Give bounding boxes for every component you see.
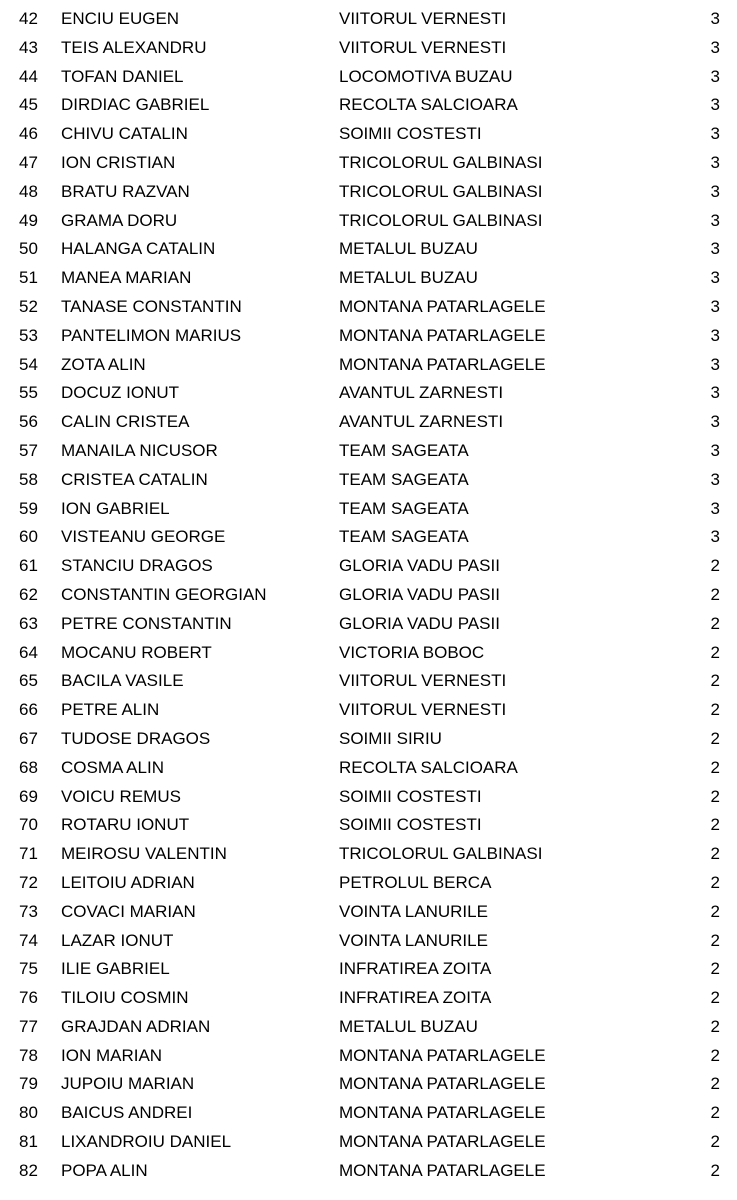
team-name: SOIMII COSTESTI [339,786,482,806]
team-name: SOIMII COSTESTI [339,815,482,835]
player-name: COSMA ALIN [61,757,164,777]
player-name: HALANGA CATALIN [61,239,216,259]
rank-number: 72 [19,872,38,892]
rank-number: 58 [19,469,38,489]
player-name: TILOIU COSMIN [61,988,189,1008]
rank-number: 65 [19,671,38,691]
points-value: 2 [710,815,720,835]
rank-number: 59 [19,498,38,518]
table-row [0,1099,737,1128]
player-name: TANASE CONSTANTIN [61,296,242,316]
table-row [0,667,737,696]
team-name: MONTANA PATARLAGELE [339,1132,546,1152]
rank-number: 80 [19,1103,38,1123]
rank-number: 54 [19,354,38,374]
team-name: METALUL BUZAU [339,1016,478,1036]
team-name: GLORIA VADU PASII [339,584,500,604]
points-value: 2 [710,613,720,633]
points-value: 3 [710,239,720,259]
points-value: 2 [710,872,720,892]
points-value: 2 [710,844,720,864]
table-row [0,783,737,812]
table-row [0,408,737,437]
table-row [0,178,737,207]
team-name: SOIMII SIRIU [339,728,442,748]
team-name: MONTANA PATARLAGELE [339,1074,546,1094]
player-name: STANCIU DRAGOS [61,556,213,576]
table-row [0,63,737,92]
rank-number: 64 [19,642,38,662]
table-row [0,523,737,552]
team-name: GLORIA VADU PASII [339,556,500,576]
player-name: BRATU RAZVAN [61,181,190,201]
points-value: 3 [710,440,720,460]
points-value: 2 [710,988,720,1008]
player-name: GRAMA DORU [61,210,178,230]
player-name: BAICUS ANDREI [61,1103,193,1123]
rank-number: 74 [19,930,38,950]
rank-number: 51 [19,268,38,288]
points-value: 3 [710,412,720,432]
points-value: 3 [710,9,720,28]
team-name: TRICOLORUL GALBINASI [339,210,543,230]
table-row [0,639,737,668]
points-value: 2 [710,1016,720,1036]
table-row [0,91,737,120]
team-name: INFRATIREA ZOITA [339,988,492,1008]
team-name: MONTANA PATARLAGELE [339,354,546,374]
table-row [0,322,737,351]
team-name: TRICOLORUL GALBINASI [339,181,543,201]
player-name: ION GABRIEL [61,498,170,518]
team-name: MONTANA PATARLAGELE [339,1045,546,1065]
rank-number: 46 [19,124,38,144]
player-name: LAZAR IONUT [61,930,174,950]
player-name: BACILA VASILE [61,671,184,691]
rank-number: 50 [19,239,38,259]
table-row [0,725,737,754]
table-row [0,1070,737,1099]
team-name: RECOLTA SALCIOARA [339,757,518,777]
player-name: ENCIU EUGEN [61,9,180,28]
team-name: METALUL BUZAU [339,239,478,259]
points-value: 2 [710,1103,720,1123]
rank-number: 48 [19,181,38,201]
team-name: TRICOLORUL GALBINASI [339,152,543,172]
player-name: ION CRISTIAN [61,152,176,172]
player-name: PETRE CONSTANTIN [61,613,232,633]
team-name: SOIMII COSTESTI [339,124,482,144]
table-row [0,1157,737,1186]
points-value: 2 [710,671,720,691]
player-name: PANTELIMON MARIUS [61,325,242,345]
rank-number: 77 [19,1016,38,1036]
points-value: 3 [710,66,720,86]
rank-number: 60 [19,527,38,547]
points-value: 3 [710,325,720,345]
points-value: 2 [710,930,720,950]
team-name: VOINTA LANURILE [339,930,488,950]
table-row [0,811,737,840]
rank-number: 70 [19,815,38,835]
points-value: 3 [710,124,720,144]
table-row [0,264,737,293]
team-name: MONTANA PATARLAGELE [339,296,546,316]
rank-number: 49 [19,210,38,230]
points-value: 3 [710,37,720,57]
player-name: MOCANU ROBERT [61,642,212,662]
rank-number: 71 [19,844,38,864]
points-value: 2 [710,786,720,806]
rank-number: 57 [19,440,38,460]
table-row [0,1128,737,1157]
rank-number: 44 [19,66,38,86]
player-name: MANAILA NICUSOR [61,440,218,460]
points-value: 3 [710,268,720,288]
player-name: TOFAN DANIEL [61,66,184,86]
points-value: 2 [710,1045,720,1065]
rank-number: 43 [19,37,38,57]
table-row [0,351,737,380]
player-name: CALIN CRISTEA [61,412,190,432]
player-name: GRAJDAN ADRIAN [61,1016,211,1036]
team-name: VIITORUL VERNESTI [339,700,507,720]
team-name: AVANTUL ZARNESTI [339,383,504,403]
team-name: VICTORIA BOBOC [339,642,485,662]
table-row [0,984,737,1013]
team-name: VIITORUL VERNESTI [339,37,507,57]
table-row [0,955,737,984]
points-value: 2 [710,1132,720,1152]
points-value: 2 [710,700,720,720]
team-name: INFRATIREA ZOITA [339,959,492,979]
table-row [0,581,737,610]
player-name: LIXANDROIU DANIEL [61,1132,232,1152]
player-name: ROTARU IONUT [61,815,190,835]
player-name: ION MARIAN [61,1045,163,1065]
player-name: DOCUZ IONUT [61,383,180,403]
rank-number: 47 [19,152,38,172]
points-value: 3 [710,469,720,489]
player-name: COVACI MARIAN [61,901,196,921]
team-name: LOCOMOTIVA BUZAU [339,66,513,86]
rank-number: 53 [19,325,38,345]
table-row [0,869,737,898]
points-value: 2 [710,642,720,662]
team-name: GLORIA VADU PASII [339,613,500,633]
rank-number: 81 [19,1132,38,1152]
table-row [0,149,737,178]
player-name: CRISTEA CATALIN [61,469,208,489]
points-value: 3 [710,527,720,547]
rank-number: 75 [19,959,38,979]
team-name: VOINTA LANURILE [339,901,488,921]
team-name: TEAM SAGEATA [339,527,469,547]
player-name: VISTEANU GEORGE [61,527,226,547]
rank-number: 79 [19,1074,38,1094]
table-row [0,34,737,63]
points-value: 2 [710,728,720,748]
team-name: TEAM SAGEATA [339,469,469,489]
rank-number: 45 [19,95,38,115]
player-name: CONSTANTIN GEORGIAN [61,584,267,604]
points-value: 3 [710,354,720,374]
player-name: MEIROSU VALENTIN [61,844,227,864]
table-row [0,1013,737,1042]
team-name: MONTANA PATARLAGELE [339,325,546,345]
standings-table [0,5,737,1186]
player-name: TUDOSE DRAGOS [61,728,211,748]
player-name: ILIE GABRIEL [61,959,170,979]
table-row [0,754,737,783]
player-name: MANEA MARIAN [61,268,192,288]
team-name: TEAM SAGEATA [339,498,469,518]
team-name: AVANTUL ZARNESTI [339,412,504,432]
table-row [0,898,737,927]
player-name: DIRDIAC GABRIEL [61,95,210,115]
rank-number: 42 [19,9,38,28]
rank-number: 76 [19,988,38,1008]
team-name: VIITORUL VERNESTI [339,671,507,691]
points-value: 3 [710,498,720,518]
player-name: POPA ALIN [61,1160,148,1180]
player-name: TEIS ALEXANDRU [61,37,207,57]
rank-number: 73 [19,901,38,921]
table-row [0,207,737,236]
points-value: 3 [710,210,720,230]
table-row [0,495,737,524]
points-value: 2 [710,556,720,576]
table-row [0,120,737,149]
team-name: VIITORUL VERNESTI [339,9,507,28]
rank-number: 78 [19,1045,38,1065]
player-name: VOICU REMUS [61,786,181,806]
team-name: RECOLTA SALCIOARA [339,95,518,115]
table-row [0,466,737,495]
points-value: 2 [710,1160,720,1180]
player-name: CHIVU CATALIN [61,124,188,144]
player-name: ZOTA ALIN [61,354,146,374]
points-value: 3 [710,296,720,316]
player-name: PETRE ALIN [61,700,160,720]
table-row [0,235,737,264]
points-value: 2 [710,757,720,777]
rank-number: 62 [19,584,38,604]
rank-number: 56 [19,412,38,432]
points-value: 3 [710,95,720,115]
rank-number: 68 [19,757,38,777]
table-row [0,379,737,408]
table-row [0,927,737,956]
team-name: PETROLUL BERCA [339,872,492,892]
table-row [0,293,737,322]
player-name: JUPOIU MARIAN [61,1074,195,1094]
rank-number: 52 [19,296,38,316]
table-row [0,1042,737,1071]
team-name: MONTANA PATARLAGELE [339,1103,546,1123]
points-value: 3 [710,383,720,403]
points-value: 2 [710,901,720,921]
player-name: LEITOIU ADRIAN [61,872,195,892]
rank-number: 67 [19,728,38,748]
team-name: TEAM SAGEATA [339,440,469,460]
team-name: METALUL BUZAU [339,268,478,288]
rank-number: 63 [19,613,38,633]
table-row [0,552,737,581]
rank-number: 66 [19,700,38,720]
points-value: 2 [710,584,720,604]
table-row [0,696,737,725]
table-row [0,840,737,869]
table-row [0,5,737,34]
team-name: TRICOLORUL GALBINASI [339,844,543,864]
rank-number: 69 [19,786,38,806]
rank-number: 82 [19,1160,38,1180]
points-value: 3 [710,152,720,172]
points-value: 2 [710,1074,720,1094]
points-value: 3 [710,181,720,201]
table-row [0,437,737,466]
rank-number: 61 [19,556,38,576]
points-value: 2 [710,959,720,979]
rank-number: 55 [19,383,38,403]
team-name: MONTANA PATARLAGELE [339,1160,546,1180]
table-row [0,610,737,639]
